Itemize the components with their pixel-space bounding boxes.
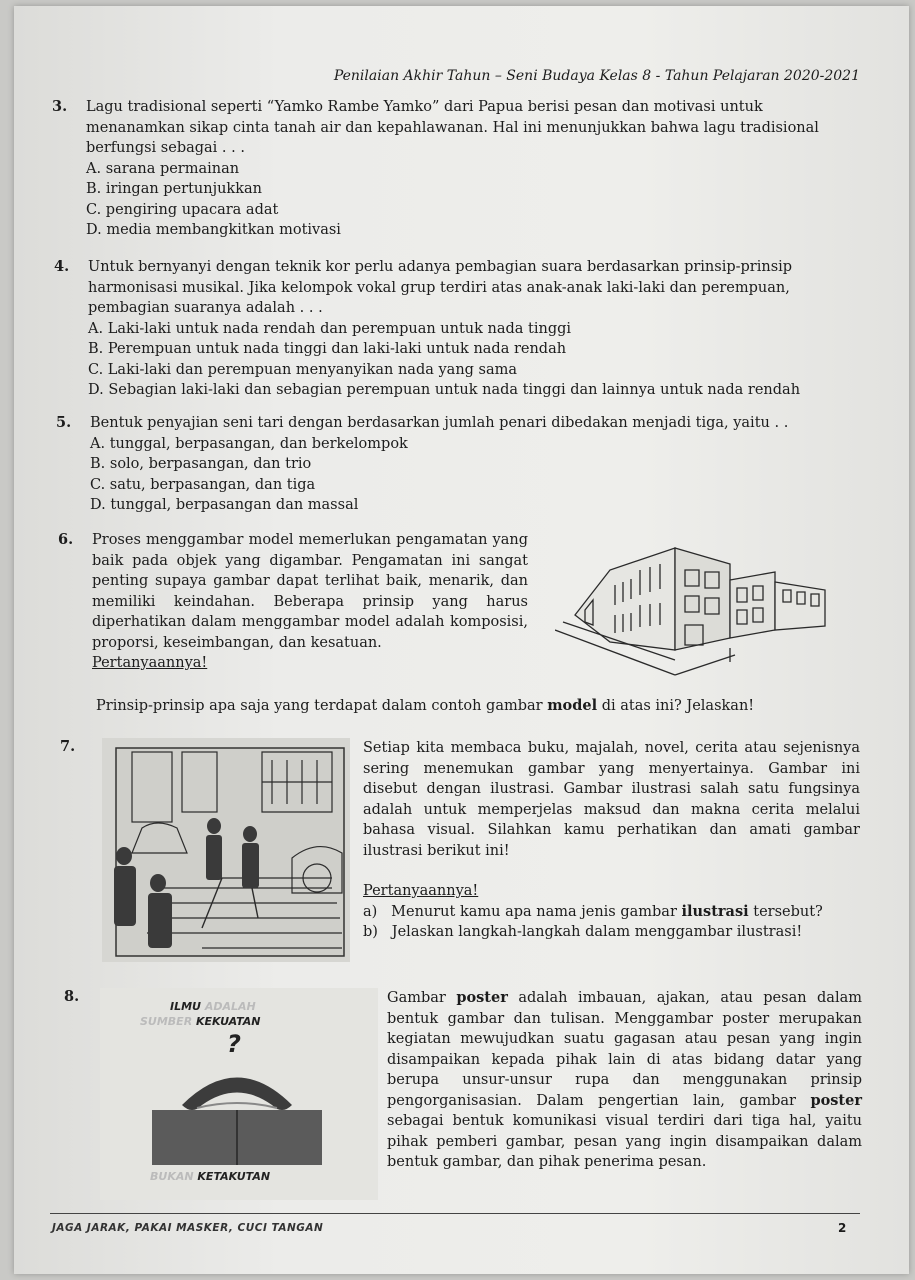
poster-question-mark: ? — [227, 1030, 241, 1058]
question-text: Proses menggambar model memerlukan pengamatan yang baik pada objek yang digambar. Pengamatan ini sangat penting supaya gambar dapat terlihat baik, menarik, dan memiliki keindahan. Beberapa prinsip yang harus diperhatikan dalam menggambar model adalah komposisi, proporsi, keseimbangan, dan kesatuan. — [92, 532, 528, 651]
crosswalk-illustration-image — [102, 738, 350, 962]
poster-line-2 — [140, 1015, 260, 1028]
option-b: B. iringan pertunjukkan — [86, 181, 262, 197]
option-a: A. sarana permainan — [86, 160, 240, 177]
question-4 — [54, 257, 848, 401]
option-a: A. tunggal, berpasangan, dan berkelompok — [90, 435, 408, 452]
option-b: B. solo, berpasangan, dan trio — [90, 456, 312, 472]
question-8 — [387, 988, 862, 1173]
page-number: 2 — [838, 1221, 847, 1235]
option-a: A. Laki-laki untuk nada rendah dan perempuan untuk nada tinggi — [88, 320, 572, 337]
option-d: D. Sebagian laki-laki dan sebagian perempuan untuk nada tinggi dan lainnya untuk nada rendah — [88, 382, 801, 398]
question-text: Lagu tradisional seperti “Yamko Rambe Yamko” dari Papua berisi pesan dan motivasi untuk menanamkan sikap cinta tanah air dan kepahlawanan. Hal ini menunjukkan bahwa lagu tradisional berfungsi sebagai . . . — [86, 99, 819, 156]
question-bold-2: poster — [810, 1091, 862, 1109]
question-7-number: 7. — [60, 738, 76, 755]
prompt-label: Pertanyaannya! — [92, 655, 208, 671]
question-text: Setiap kita membaca buku, majalah, novel, cerita atau sejenisnya sering menemukan gambar yang menyertainya. Gambar ini disebut dengan ilustrasi. Gambar ilustrasi salah satu fungsinya adalah untuk memperjelas maksud dan makna cerita melalui bahasa visual. Silahkan kamu perhatikan dan amati gambar ilustrasi berikut ini! — [363, 740, 860, 859]
reader-with-book-icon — [152, 1060, 322, 1170]
question-text: Gambar — [387, 990, 457, 1006]
prompt-text-end: di atas ini? Jelaskan! — [597, 698, 755, 714]
question-text-middle: adalah imbauan, ajakan, atau pesan dalam bentuk gambar dan tulisan. Menggambar poster merupakan kegiatan mewujudkan suatu gagasan atau pesan yang ingin disampaikan kepada pihak lain di atas bidang datar yang berupa unsur-unsur rupa dan menggunakan prinsip pengorganisasian. Dalam pengertian lain, gambar — [387, 990, 862, 1109]
poster-word: KETAKUTAN — [197, 1170, 271, 1183]
poster-image — [100, 988, 378, 1200]
option-b: B. Perempuan untuk nada tinggi dan laki-laki untuk nada rendah — [88, 341, 567, 357]
question-text: Bentuk penyajian seni tari dengan berdasarkan jumlah penari dibedakan menjadi tiga, yaitu . . — [90, 415, 789, 431]
poster-word: KEKUATAN — [196, 1015, 261, 1028]
question-6-prompt — [96, 696, 816, 717]
question-text-end: sebagai bentuk komunikasi visual terdiri dari tiga hal, yaitu pihak pemberi gambar, pesan yang ingin disampaikan dalam bentuk gambar, dan pihak penerima pesan. — [387, 1113, 862, 1170]
footer-slogan: JAGA JARAK, PAKAI MASKER, CUCI TANGAN — [52, 1222, 324, 1234]
question-6 — [58, 530, 528, 674]
building-sketch-image — [555, 530, 855, 680]
question-text: Untuk bernyanyi dengan teknik kor perlu adanya pembagian suara berdasarkan prinsip-prinsip harmonisasi musikal. Jika kelompok vokal grup terdiri atas anak-anak laki-laki dan perempuan, pembagian suaranya adalah . . . — [88, 259, 793, 316]
sub-question-label: b) — [363, 924, 378, 940]
option-d: D. tunggal, berpasangan dan massal — [90, 497, 359, 513]
question-number: 5. — [56, 414, 72, 431]
poster-line-1 — [170, 1000, 256, 1013]
sub-question-text-end: tersebut? — [748, 903, 823, 920]
question-5 — [56, 413, 860, 516]
option-c: C. pengiring upacara adat — [86, 201, 279, 218]
question-bold: poster — [456, 989, 508, 1006]
footer-divider — [50, 1213, 860, 1214]
option-c: C. Laki-laki dan perempuan menyanyikan nada yang sama — [88, 361, 518, 378]
prompt-label: Pertanyaannya! — [363, 883, 479, 899]
question-7 — [363, 738, 860, 943]
question-number: 6. — [58, 531, 74, 548]
sub-question-label: a) — [363, 903, 378, 920]
prompt-bold: model — [547, 697, 598, 714]
page-header: Penilaian Akhir Tahun – Seni Budaya Kelas 8 - Tahun Pelajaran 2020-2021 — [333, 68, 860, 84]
question-3 — [52, 97, 856, 241]
poster-word: ILMU — [170, 1000, 201, 1013]
poster-word: ADALAH — [204, 1000, 256, 1013]
sub-question-bold: ilustrasi — [681, 902, 749, 920]
question-number: 4. — [54, 258, 70, 275]
sub-question-a — [363, 902, 860, 923]
poster-word: SUMBER — [140, 1015, 193, 1028]
question-8-number: 8. — [64, 988, 80, 1005]
sub-question-text: Menurut kamu apa nama jenis gambar — [391, 903, 682, 920]
sub-question-text: Jelaskan langkah-langkah dalam menggambar ilustrasi! — [391, 924, 803, 940]
poster-line-3 — [150, 1170, 270, 1183]
poster-word: BUKAN — [150, 1170, 194, 1183]
option-c: C. satu, berpasangan, dan tiga — [90, 476, 316, 493]
prompt-text: Prinsip-prinsip apa saja yang terdapat dalam contoh gambar — [96, 698, 548, 714]
option-d: D. media membangkitkan motivasi — [86, 222, 341, 238]
sub-question-b — [363, 922, 860, 943]
question-number: 3. — [52, 98, 68, 115]
